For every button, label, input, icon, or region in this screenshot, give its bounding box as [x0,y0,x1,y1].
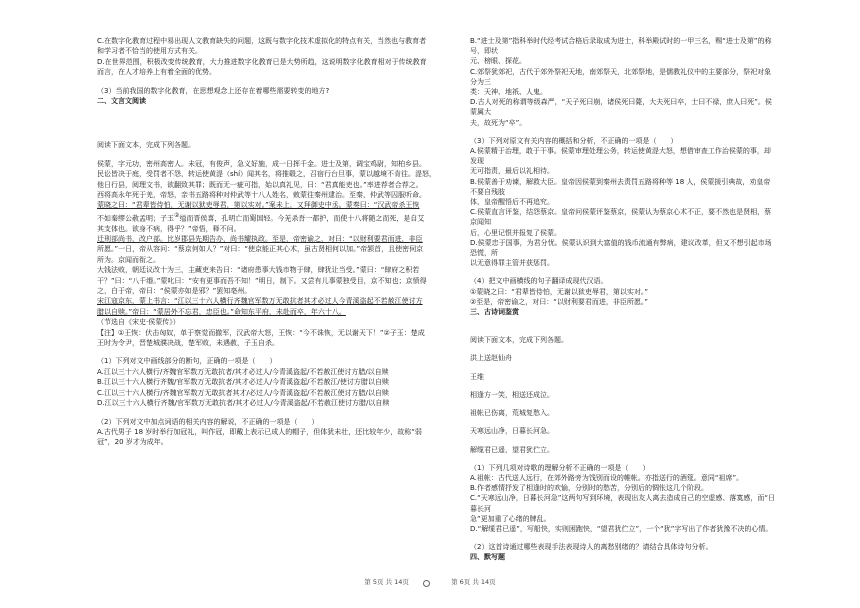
passage-line: 西将高永年死于羌，帝怒，亲书五路将种对仲武等十八人姓名，敕蒙往秦州逮治。至秦，仲武等囚服听命。 [97,191,426,200]
option-a-cont: 冠”，20 岁才为成年。 [97,438,168,447]
passage-line: 所愿。”一日，帝从容问：“蔡京何如人？”对曰：“使京能正其心术，虽古贤相何以加。”帝颔首，且使密伺京 [97,245,424,254]
option-line: 而言，在人才培养上有着全面的优势。 [97,68,216,77]
section-heading-dictation: 四、默写题 [470,553,505,562]
option-line: 夫，故死为“卒”。 [470,118,527,127]
passage-note: 王时为令尹，晋楚城濮决战，楚军败，未遇赦，子玉自杀。 [97,339,279,348]
question-1: （1）下列对文中画线部分的断句，正确的一项是（ ） [97,357,277,366]
poem-title: 洪上送赵仙舟 [470,354,512,363]
poem-line: 解缆君已遥，望君犹伫立。 [470,445,554,454]
passage-line: 之，白于帝，帝曰：“侯蒙亦如是邪？”罢知亳州。 [97,287,252,296]
option-b: B.江以三十六人横行齐魏/官军数万无敢抗者/其才必过人/今青溪盗起/不若赦江/使讨方腊以自赎 [97,378,389,387]
poem-line: 祖帐已伤离，荒城复愁入。 [470,409,554,418]
page-number-right: 第 6页 共 14页 [451,578,496,586]
passage-line: 所为。京闻而衔之。 [97,255,160,264]
option-b: B.作者感情抒发了相逢时的欢愉，分别时的愁苦，分别后的惆怅这几个阶段。 [470,484,709,493]
poem-question-1: （1）下列几项对诗歌的理解分析不正确的一项是（ ） [470,463,650,472]
option-a: A.祖帐：古代送人远行，在郊外路旁为饯别而设的帷帐。亦指送行的酒筵。意同“祖席”。 [470,473,744,482]
left-column [97,36,442,448]
passage-line-underlined: 蒙晓之曰：“君辈皆侍怕，无谢以狱吏辱君，第以实对。”案未上，又拜御史中丞。蒙奏曰：“汉武帝杀王恢 [97,201,420,210]
option-line: C.郊祭犹郊祀，古代于郊外祭祀天地，南郊祭天，北郊祭地，是儒教礼仪中的主要部分，祭祀对象分为三 [470,67,772,86]
section-heading-classical: 二、文言文阅读 [97,97,146,106]
option-c-cont: 急”更加重了心绪的牌乱。 [470,514,551,523]
passage-line: 侯蒙，字元功，密州高密人。未冠，有俊声，急义好施，成一日挥千金。进士及第，调宝鸡尉，知柏乡县。 [97,159,426,168]
option-line: B.“进士及第”指科举时代经考试合格后录取成为进士，科举殿试时的一甲三名，赐“进士及第”的称号，即状 [470,37,772,56]
poem-line: 相逢方一笑，相送还成泣。 [470,390,554,399]
option-c: C.“天寒远山净，日暮长河急”这两句写到环境，表现出友人离去造成自己的空虚感、落寞感，而“日暮长河 [470,494,775,513]
reading-instruction: 阅读下面文本，完成下列各题。 [470,336,568,345]
passage-line: 不如秦缪公赦孟明；子玉②缢而晋侯喜，孔明亡而蜀国轻。今羌杀吾一都护，而使十八将随之而死，是自艾 [97,211,425,223]
option-line: A.侯蒙精于治理，敢于干事。侯蒙审理处理公务，转运使黄湜大怒，想借审查工作治侯蒙的事，却发现 [470,147,771,166]
question-4: （4）把文中画横线的句子翻译成现代汉语。 [470,277,608,286]
option-line: 元、榜眼、探花。 [470,57,526,66]
option-line: D.在世界范围，积极改变传统教育，大力推进数字化教育已是大势所趋，这说明数字化教育相对于传统教育 [97,57,427,66]
option-d: D.“解缆君已遥”，写船快，实则困跑快，“望君犹伫立”，一个“犹”字写出了作者犹豫不决的心情。 [470,524,773,533]
translation-item-2: ②至是，帝密谕之，对曰：“以财利要君而进，非臣所愿。” [470,297,649,306]
page-number-left: 第 5页 共 14页 [364,578,409,586]
translation-item-1: ①蒙晓之曰：“君辈皆侍怕，无谢以狱吏辱君，第以实对。” [470,287,649,296]
option-c: C.江以三十六人横行/齐魏官军数万无敢抗者其才/必过人/今青溪盗起/不若赦江使讨方腊/以自赎 [97,388,389,397]
option-line: 类：天神、地祇、人鬼。 [470,88,547,97]
option-line: 和学习者不恰当的使用方式有关。 [97,47,202,56]
poem-line: 天寒远山净，日暮长河急。 [470,427,554,436]
option-a: A.江以三十六人横行/齐魏官军数万无敢抗者/其才必过人/今青溪盗起/不若赦江使讨方腊/以自赎 [97,367,389,376]
option-line: 后，心里记恨并报复了侯蒙。 [470,228,561,237]
option-line: D.侯蒙忠于国事，为君分忧。侯蒙认识到大富值的钱币流通有弊病，建议改革，但又不想引起市场恐慌，所 [470,238,772,258]
passage-line: 干？”曰：“八千缗。”蒙叱曰：“安有更事而吾不知！”明日，制下。又尝有儿事蒙独受目，京不知也；京愤得 [97,276,427,285]
passage-line: 他日行县，阅理文书，欲翻致其罪；既而无一疵可指，始以真礼见，曰：“君真能吏也。”率进荐者合荐之。 [97,180,423,189]
passage-line-underlined: 腊以自赎。”帝曰：“蒙居外不忘君，忠臣也。”命知东平府，未赴而卒，年六十八。 [97,307,346,316]
question-3: （3）下列对原文有关内容的概括和分析，不正确的一项是（ ） [470,136,678,145]
passage-line-underlined: 宋江寇京东，蒙上书言：“江以三十六人横行齐魏官军数万无敢抗者其才必过人今青溪盗起不若赦江使讨方 [97,297,423,306]
option-line: D.古人对死的称谓等级森严，“天子死曰崩，诸侯死曰薨，大夫死曰卒，士曰不禄，庶人曰死”。侯蒙属大 [470,98,772,117]
option-line: B.侯蒙善于劝谏，解救大臣。皇帝因侯蒙到秦州去责罚五路将种等 18 人，侯蒙援引典故，劝皇帝不要自残肢 [470,177,771,196]
passage-source: （节选自《宋史·侯蒙传》） [97,318,180,327]
passage-note: 【注】①王恢：伏击匈奴，单于察觉而撤军，汉武帝大怒，王恢：“今不诛恢，无以谢天下！”②子玉：楚成 [97,328,425,337]
option-line: C.在数字化教育过程中易出现人文教育缺失的问题，这既与数字化技术虚拟化的特点有关，当然也与教育者 [97,37,427,45]
passage-line: 其支体也。欲身不病，得乎？”帝悟，释不问。 [97,224,241,233]
question-2: （2）下列对文中加点词语的相关内容的解说，不正确的一项是（ ） [97,417,319,426]
option-line: C.侯蒙直言评鉴，结怨蔡京。皇帝问侯蒙评鉴蔡京，侯蒙认为蔡京心术不正，要不然也是贤相，蔡京闻知 [470,208,772,227]
option-line: 以无意得罪主管并获惩罚。 [470,259,554,268]
page-footer [0,577,860,586]
right-column [470,36,775,563]
poem-author: 王维 [470,372,484,381]
section-heading-poetry: 三、古诗词鉴赏 [470,308,519,317]
reading-instruction: 阅读下面文本，完成下列各题。 [97,141,195,150]
option-a: A.古代男子 18 岁时举行加冠礼，叫作冠，即戴上表示已成人的帽子，但体犹未壮，还比较年少，故称“弱 [97,427,422,436]
passage-line-underlined: 迁刑部尚书，改户部。比岁郡县先期告办，尚书耀执政。至是，帝密谕之，对曰：“以财利要君而进，非臣 [97,235,423,244]
passage-line: 大钱法败，朝廷议改十为三，主藏吏来告曰：“诸府患事大钱市物于肆，肆犹让当受。”蒙曰：“肆府之积若 [97,266,420,275]
option-d: D.江以三十六人横行齐魏/官军数万无敢抗者/其才必过人/今青溪盗起/不若赦江使讨方腊/以自赎 [97,399,390,408]
fold-mark-icon [423,580,430,587]
question-3: （3）当前我国的数字化教育，在思想观念上还存在着哪些需要转变的地方? [97,86,330,95]
option-line: 体，皇帝醒悟后不再追究。 [470,198,554,207]
passage-line: 民讼皆决于庭，受罚者不怨，转运使黄湜（shí）闻其名，将推毂之，召宿行台旦事，蒙以越境不肯往。湜怒， [97,170,437,179]
poem-question-2: （2）这首诗通过哪些表现手法表现诗人的离愁别绪的？请结合具体诗句分析。 [470,543,713,552]
option-line: 无可指责，最后以礼相待。 [470,167,554,176]
